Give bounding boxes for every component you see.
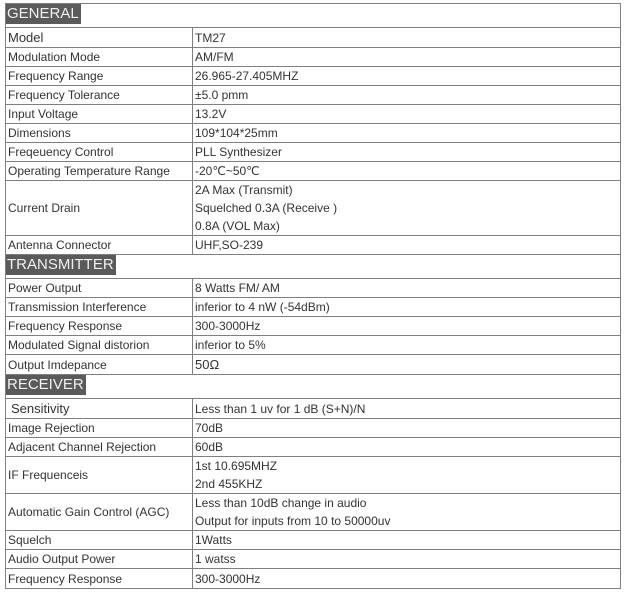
spec-label: Operating Temperature Range [6,162,193,181]
spec-row-transmission-interference [6,298,621,317]
spec-value-line: 2nd 455KHZ [195,477,263,491]
spec-label: Sensitivity [6,399,193,419]
spec-label: Frequency Response [6,569,193,589]
section-title-general: GENERAL [7,5,79,22]
spec-value: 60dB [193,438,621,457]
spec-label: Audio Output Power [6,550,193,569]
spec-label: Dimensions [6,124,193,143]
spec-value: 50Ω [193,355,621,375]
spec-row-output-impedance [6,355,621,375]
spec-label: Transmission Interference [6,298,193,317]
spec-row-power-output [6,279,621,298]
section-cell [6,255,621,279]
spec-row-sensitivity [6,399,621,419]
spec-value: 26.965-27.405MHZ [193,67,621,86]
spec-row-current-drain [6,181,621,236]
spec-label: Adjacent Channel Rejection [6,438,193,457]
spec-value: 1Watts [193,531,621,550]
spec-label: Input Voltage [6,105,193,124]
spec-row-agc [6,494,621,531]
spec-value-line: 1st 10.695MHZ [195,459,278,473]
spec-row-modulation-mode [6,48,621,67]
spec-value-line: Squelched 0.3A (Receive ) [195,201,338,215]
spec-label: Power Output [6,279,193,298]
spec-label: Squelch [6,531,193,550]
spec-row-model [6,28,621,48]
section-title-transmitter: TRANSMITTER [7,256,114,273]
spec-label: Image Rejection [6,419,193,438]
spec-row-modulated-signal-distortion [6,336,621,355]
spec-value: 300-3000Hz [193,569,621,589]
spec-label: Model [6,28,193,48]
spec-value: 13.2V [193,105,621,124]
spec-value: ±5.0 pmm [193,86,621,105]
spec-row-antenna-connector [6,236,621,255]
spec-value: PLL Synthesizer [193,143,621,162]
spec-value: inferior to 4 nW (-54dBm) [193,298,621,317]
spec-value-multiline [193,181,621,236]
spec-value: 70dB [193,419,621,438]
spec-value-line: 2A Max (Transmit) [195,183,293,197]
spec-value-line: Less than 10dB change in audio [195,496,367,510]
section-title-receiver: RECEIVER [7,376,84,393]
spec-row-audio-output-power [6,550,621,569]
spec-value: AM/FM [193,48,621,67]
spec-row-if-frequencies [6,457,621,494]
spec-row-input-voltage [6,105,621,124]
spec-row-frequency-tolerance [6,86,621,105]
spec-value-multiline [193,494,621,531]
spec-table-container [5,3,620,589]
spec-table [5,3,621,589]
spec-value: Less than 1 uv for 1 dB (S+N)/N [193,399,621,419]
spec-value-line: Output for inputs from 10 to 50000uv [195,514,391,528]
spec-label: Freqeuency Control [6,143,193,162]
section-cell [6,375,621,399]
spec-label: Current Drain [6,181,193,236]
spec-label: Automatic Gain Control (AGC) [6,494,193,531]
spec-row-operating-temperature [6,162,621,181]
spec-value: TM27 [193,28,621,48]
spec-label: Output Imdepance [6,355,193,375]
spec-row-rx-frequency-response [6,569,621,589]
section-header-transmitter [6,255,621,279]
spec-label: IF Frequenceis [6,457,193,494]
spec-row-frequency-control [6,143,621,162]
spec-value: 8 Watts FM/ AM [193,279,621,298]
spec-value-multiline [193,457,621,494]
spec-value-line: 0.8A (VOL Max) [195,219,280,233]
spec-label: Frequency Tolerance [6,86,193,105]
spec-row-dimensions [6,124,621,143]
spec-label: Modulated Signal distorion [6,336,193,355]
spec-value: 109*104*25mm [193,124,621,143]
spec-label: Modulation Mode [6,48,193,67]
spec-value: 300-3000Hz [193,317,621,336]
spec-value: inferior to 5% [193,336,621,355]
section-cell [6,4,621,28]
spec-value: -20℃~50℃ [193,162,621,181]
section-header-general [6,4,621,28]
spec-row-adjacent-channel-rejection [6,438,621,457]
spec-value: UHF,SO-239 [193,236,621,255]
spec-row-squelch [6,531,621,550]
spec-label: Frequency Range [6,67,193,86]
spec-value: 1 watss [193,550,621,569]
spec-label: Antenna Connector [6,236,193,255]
spec-row-image-rejection [6,419,621,438]
spec-row-frequency-range [6,67,621,86]
spec-label: Frequency Response [6,317,193,336]
spec-row-tx-frequency-response [6,317,621,336]
section-header-receiver [6,375,621,399]
